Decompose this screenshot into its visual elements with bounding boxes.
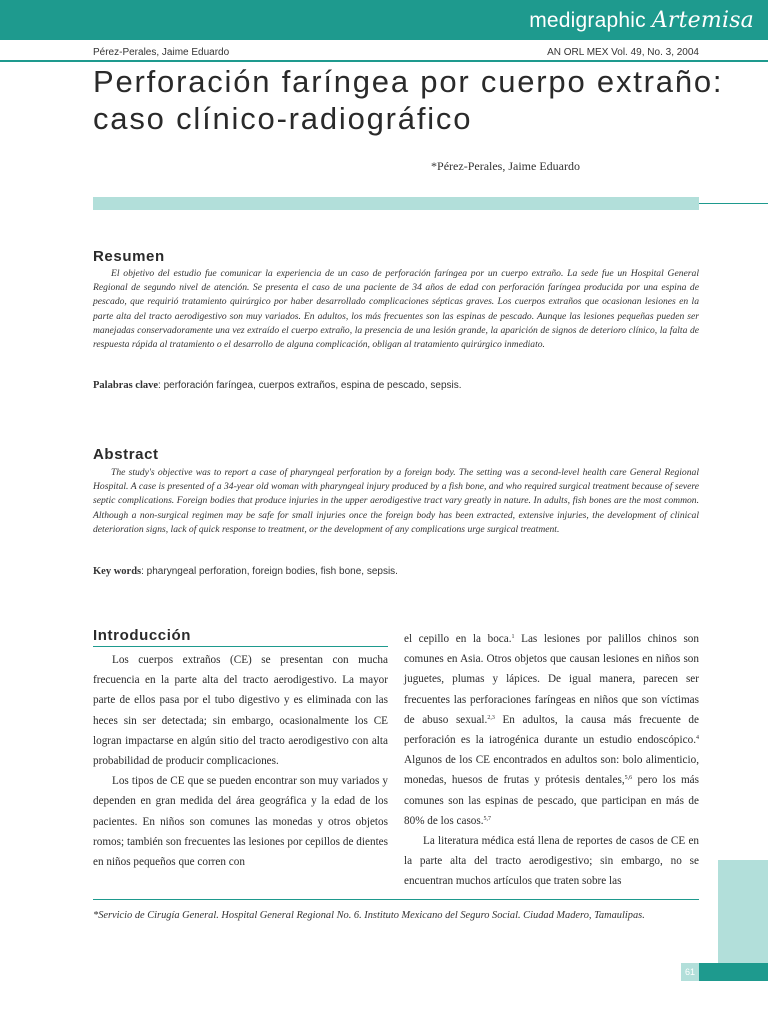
text-run: el cepillo en la boca.	[404, 633, 512, 645]
intro-paragraph-1: Los cuerpos extraños (CE) se presentan con mucha frecuencia en la parte alta del tracto aerodigestivo. La mayor parte de ellos pasa por el tubo digestivo y es eliminada con las heces sin ser detectada; sin embargo, ocasionalmente los CE logran impactarse en algún sitio del tracto aerodigestivo con alta probabilidad de producir complicaciones.	[93, 654, 388, 768]
header-rule	[0, 60, 768, 62]
citation: 4	[696, 735, 699, 742]
right-column	[404, 629, 699, 892]
abstract-keywords-label: Key words	[93, 566, 142, 577]
abstract-heading: Abstract	[93, 446, 159, 463]
brand-logo: Artemisa	[651, 8, 754, 33]
citation: 2,3	[487, 714, 495, 721]
article-title	[93, 63, 733, 137]
affiliation-footnote: *Servicio de Cirugía General. Hospital General Regional No. 6. Instituto Mexicano del Seguro Social. Ciudad Madero, Tamaulipas.	[93, 910, 645, 921]
title-line-1: Perforación faríngea por cuerpo extraño:	[93, 64, 724, 99]
running-head-journal: AN ORL MEX Vol. 49, No. 3, 2004	[547, 47, 699, 58]
resumen-keywords	[93, 380, 699, 391]
resumen-keywords-label: Palabras clave	[93, 380, 159, 391]
intro-paragraph-2-cont	[404, 629, 699, 831]
side-tab	[718, 860, 768, 969]
abstract-text: The study's objective was to report a case of pharyngeal perforation by a foreign body. The setting was a second-level health care General Regional Hospital. A case is presented of a 34-year old woman with pharyngeal injury produced by a fish bone, and who required surgical treatment because of severe septic complications. Foreign bodies that produce injuries in the upper aerodigestive tract vary greatly in nature. In adults, fish bones are the most common. Although a non-surgical regimen may be safe for small injuries once the foreign body has been extracted, extensive injuries, the development of clinical deterioration signs, lack of quick response to treatment, or the development of any complications urge surgical treatment.	[93, 467, 699, 535]
header-bar	[0, 0, 768, 40]
text-run: Las lesiones por palillos chinos son comunes en Asia. Otros objetos que causan lesiones en niños son juguetes, plumas y lápices. De igual manera, parecen ser frecuentes las perforaciones faríngeas en niños que son víctimas de abuso sexual.	[404, 633, 699, 726]
citation: 5,7	[483, 815, 492, 822]
brand	[529, 8, 754, 33]
abstract-keywords	[93, 566, 699, 577]
resumen-text: El objetivo del estudio fue comunicar la experiencia de un caso de perforación faríngea por un cuerpo extraño. La sede fue un Hospital General Regional de segundo nivel de atención. Se presenta el caso de una paciente de 34 años de edad con perforación faríngea producida por una espina de pescado, que requirió tratamiento quirúrgico por haber desarrollado complicaciones sépticas graves. Los cuerpos extraños que ocasionan lesiones en la parte alta del tracto aerodigestivo son muy variados. En adultos, los más frecuentes son las espinas de pescado. Aunque las lesiones pequeñas pueden ser manejadas conservadoramente una vez extraído el cuerpo extraño, la presencia de una lesión grande, la aparición de signos de deterioro clínico, la falta de respuesta rápida al tratamiento o el desarrollo de alguna complicación, obligan al tratamiento quirúrgico inmediato.	[93, 268, 699, 351]
text-run: pero los más comunes son las espinas de pescado, que participan en más de 80% de los casos.	[404, 774, 699, 827]
page-number: 61	[681, 963, 699, 981]
citation: 1	[511, 634, 515, 640]
title-line-2: caso clínico-radiográfico	[93, 101, 473, 136]
left-column	[93, 650, 388, 872]
page-number-bar	[699, 963, 768, 981]
decorative-band-line	[699, 203, 768, 204]
running-head-author: Pérez-Perales, Jaime Eduardo	[93, 47, 230, 58]
text-run: En adultos, la causa más frecuente de perforación es la iatrogénica durante un estudio endoscópico.	[404, 713, 699, 747]
resumen-heading: Resumen	[93, 248, 165, 265]
intro-paragraph-3: La literatura médica está llena de reportes de casos de CE en la parte alta del tracto aerodigestivo; sin embargo, no se encuentran muchos artículos que traten sobre las	[404, 835, 699, 888]
text-run: Algunos de los CE encontrados en adultos son: bolo alimenticio, monedas, huesos de frutas y prótesis dentales,	[404, 754, 699, 787]
resumen-keywords-list: : perforación faríngea, cuerpos extraños, espina de pescado, sepsis.	[158, 380, 462, 391]
brand-name: medigraphic	[529, 9, 646, 32]
intro-paragraph-2: Los tipos de CE que se pueden encontrar son muy variados y dependen en gran medida del área geográfica y la edad de los pacientes. En niños son comunes las monedas y otros objetos romos; también son frecuentes las lesiones por cepillos de dientes en niños pequeños que corren con	[93, 775, 388, 869]
citation: 5,6	[624, 775, 633, 782]
abstract-keywords-list: : pharyngeal perforation, foreign bodies, fish bone, sepsis.	[141, 566, 398, 577]
footnote-rule	[93, 899, 699, 900]
intro-heading: Introducción	[93, 627, 388, 647]
decorative-band	[93, 197, 699, 210]
article-author: *Pérez-Perales, Jaime Eduardo	[431, 159, 580, 173]
